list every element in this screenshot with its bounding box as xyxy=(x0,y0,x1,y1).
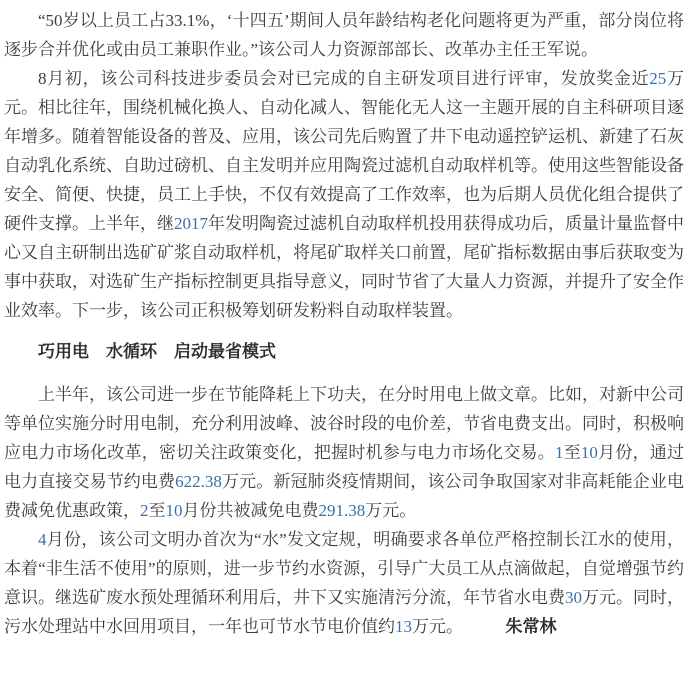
text-run: 万元。新冠肺炎疫情期间，该公司争取国家对非高耗能企业电费减免优惠政策， xyxy=(4,472,685,520)
number-highlight: 13 xyxy=(395,617,412,636)
text-run: 月份，该公司文明办首次为“水”发文定规，明确要求各单位严格控制长江水的使用，本着“非生活不使用”的原则，进一步节约水资源，引导广大员工从点滴做起，自觉增强节约意识。继选矿废水预处理循环利用后，井下又实施清污分流，年节省水电费 xyxy=(4,530,684,607)
text-run: 月份，通过电力直接交易节约电费 xyxy=(4,443,685,491)
text-run: 万元。相比往年，围绕机械化换人、自动化减人、智能化无人这一主题开展的自主科研项目逐年增多。随着智能设备的普及、应用，该公司先后购置了井下电动遥控铲运机、新建了石灰自动乳化系统、自助过磅机、自主发明并应用陶瓷过滤机自动取样机等。使用这些智能设备安全、简便、快捷，员工上手快，不仅有效提高了工作效率，也为后期人员优化组合提供了硬件支撑。上半年，继 xyxy=(4,69,685,233)
section-heading: 巧用电 水循环 启动最省模式 xyxy=(38,342,276,361)
number-highlight: 622.38 xyxy=(175,472,222,491)
number-highlight: 4 xyxy=(38,530,47,549)
text-run: 8月初，该公司科技进步委员会对已完成的自主研发项目进行评审，发放奖金近 xyxy=(38,69,650,88)
paragraph-water-saving xyxy=(4,525,684,641)
number-highlight: 25 xyxy=(649,69,667,88)
text-run: 至 xyxy=(148,501,166,520)
text-run: “50岁以上员工占33.1%，‘十四五’期间人员年龄结构老化问题将更为严重，部分岗位将逐步合并优化或由员工兼职作业。”该公司人力资源部部长、改革办主任王军说。 xyxy=(4,11,684,59)
number-highlight: 1 xyxy=(554,443,564,462)
text-run: 万元。 xyxy=(365,501,417,520)
number-highlight: 2 xyxy=(140,501,149,520)
paragraph-quote xyxy=(4,6,684,64)
text-run: 万元。 xyxy=(412,617,455,636)
text-run: 月份共被减免电费 xyxy=(182,501,319,520)
paragraph-research-awards xyxy=(4,64,684,325)
text-run: 年发明陶瓷过滤机自动取样机投用获得成功后，质量计量监督中心又自主研制出选矿矿浆自动取样机，将尾矿取样关口前置，尾矿指标数据由事后获取变为事中获取，对选矿生产指标控制更具指导意义，同时节省了大量人力资源，并提升了安全作业效率。下一步，该公司正积极筹划研发粉料自动取样装置。 xyxy=(4,214,684,320)
paragraph-electricity-saving xyxy=(4,380,684,525)
text-run: 上半年，该公司进一步在节能降耗上下功夫，在分时用电上做文章。比如，对新中公司等单位实施分时用电制，充分利用波峰、波谷时段的电价差，节省电费支出。同时，积极响应电力市场化改革，密切关注政策变化，把握时机参与电力市场化交易。 xyxy=(4,385,684,462)
author-spacer xyxy=(455,617,506,636)
text-run: 万元。同时，污水处理站中水回用项目，一年也可节水节电价值约 xyxy=(4,588,684,636)
author-name: 朱常林 xyxy=(505,617,557,636)
number-highlight: 10 xyxy=(165,501,183,520)
number-highlight: 10 xyxy=(580,443,598,462)
number-highlight: 2017 xyxy=(174,214,208,233)
text-run: 至 xyxy=(563,443,581,462)
number-highlight: 291.38 xyxy=(318,501,366,520)
number-highlight: 30 xyxy=(565,588,582,607)
